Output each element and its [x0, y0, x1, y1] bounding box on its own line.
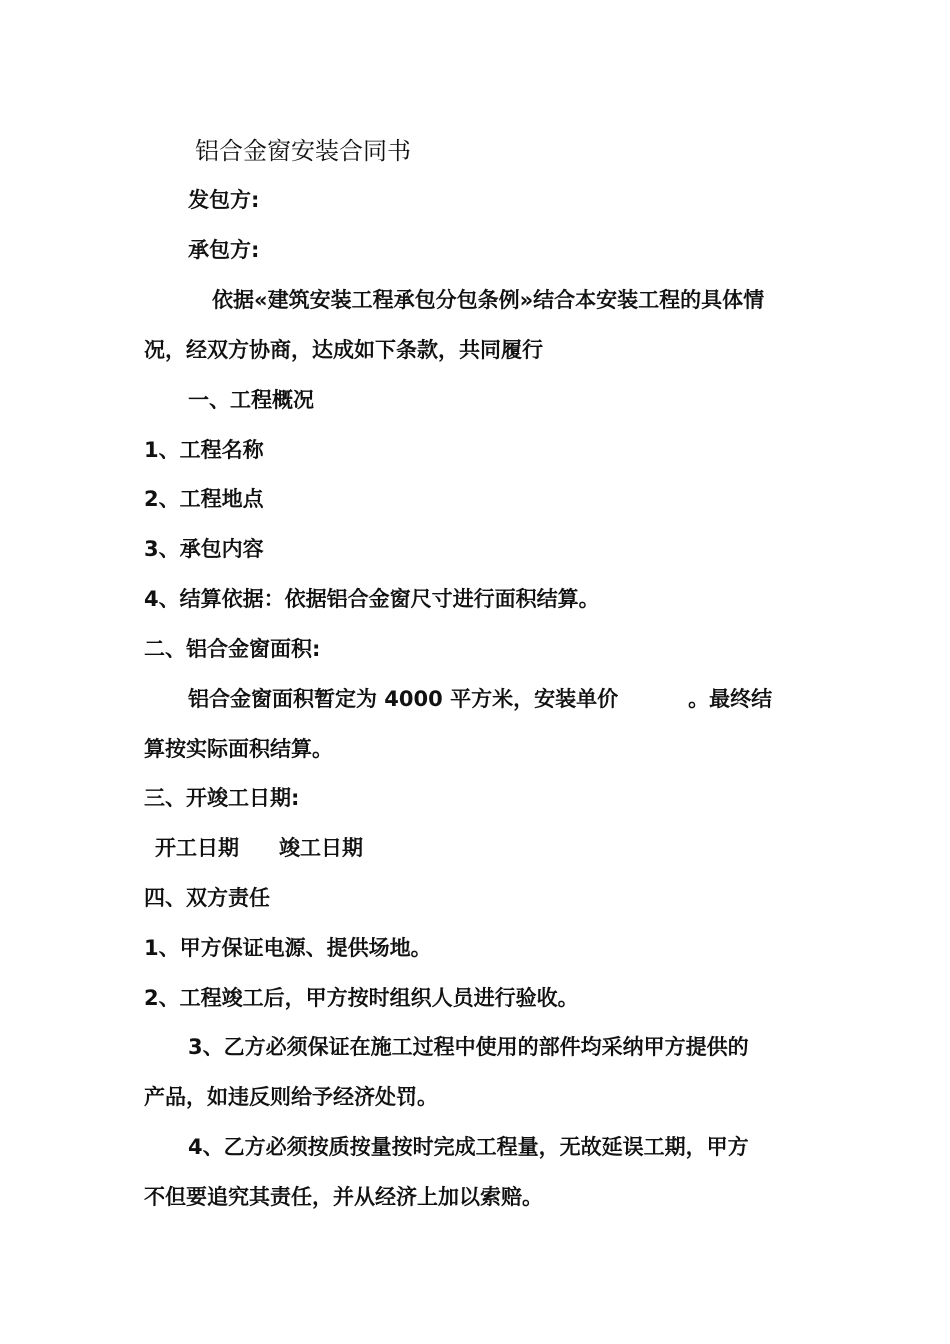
intro-line-1: 依据«建筑安装工程承包分包条例»结合本安装工程的具体情 [212, 288, 765, 312]
section-4-item-4-line-1: 4、乙方必须按质按量按时完成工程量，无故延误工期，甲方 [188, 1135, 749, 1159]
section-4-item-2: 2、工程竣工后，甲方按时组织人员进行验收。 [144, 986, 579, 1010]
end-date-label: 竣工日期 [279, 836, 363, 860]
section-2-body-line-1-a: 铝合金窗面积暂定为 4000 平方米，安装单价 [188, 687, 619, 711]
section-1-item-2: 2、工程地点 [144, 487, 264, 511]
section-2-heading: 二、铝合金窗面积: [144, 637, 321, 661]
party-b-label: 承包方: [188, 238, 260, 262]
section-2-body-line-2: 算按实际面积结算。 [144, 737, 333, 761]
section-4-item-3-line-1: 3、乙方必须保证在施工过程中使用的部件均采纳甲方提供的 [188, 1035, 749, 1059]
section-2-body-line-1 [188, 686, 868, 712]
section-1-heading: 一、工程概况 [188, 388, 314, 412]
section-1-item-3: 3、承包内容 [144, 537, 264, 561]
section-4-item-4-line-2: 不但要追究其责任，并从经济上加以索赔。 [144, 1185, 543, 1209]
section-1-item-4: 4、结算依据：依据铝合金窗尺寸进行面积结算。 [144, 587, 600, 611]
section-4-heading: 四、双方责任 [144, 886, 270, 910]
party-a-label: 发包方: [188, 188, 260, 212]
section-4-item-1: 1、甲方保证电源、提供场地。 [144, 936, 432, 960]
intro-line-2: 况，经双方协商，达成如下条款，共同履行 [144, 338, 543, 362]
section-2-body-line-1-b: 。最终结 [688, 687, 773, 711]
start-date-label: 开工日期 [155, 836, 239, 860]
section-3-heading: 三、开竣工日期: [144, 786, 300, 810]
section-4-item-3-line-2: 产品，如违反则给予经济处罚。 [144, 1085, 438, 1109]
section-3-dates [155, 835, 835, 861]
section-1-item-1: 1、工程名称 [144, 438, 264, 462]
document-title: 铝合金窗安装合同书 [195, 137, 411, 165]
